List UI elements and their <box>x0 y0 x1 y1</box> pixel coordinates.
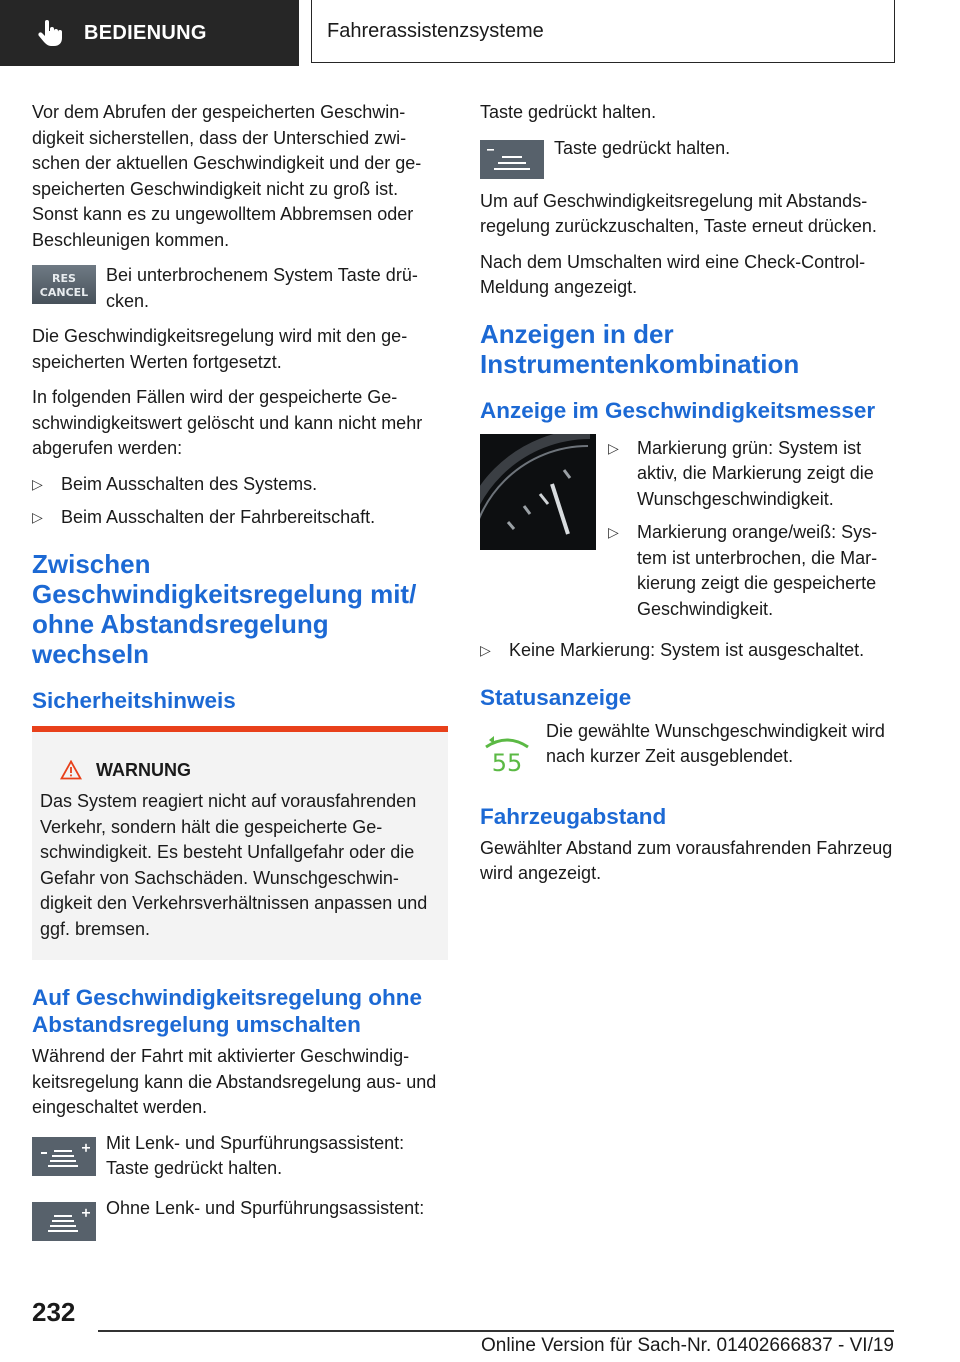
paragraph: Nach dem Umschalten wird eine Check-Control-Meldung angezeigt. <box>480 251 866 297</box>
speedometer-section <box>480 436 898 639</box>
distance-minus-instruction <box>480 136 898 179</box>
distance-minus-button-icon <box>480 140 544 179</box>
list-item: ▷ Beim Ausschalten des Systems. <box>32 472 448 498</box>
footer-text: Online Version für Sach-Nr. 01402666837 - VI/19 <box>481 1335 894 1356</box>
speedometer-bullets <box>608 436 898 631</box>
right-column <box>480 100 898 897</box>
res-cancel-instruction <box>32 263 448 314</box>
bullet-list <box>480 638 898 664</box>
distance-plus-button-icon <box>32 1137 96 1176</box>
res-cancel-button-icon <box>32 265 96 304</box>
triangle-bullet-icon: ▷ <box>32 475 43 492</box>
warning-text: Das System reagiert nicht auf vorausfahrenden Verkehr, sondern hält die gespeicherte Geschwindigkeit. Es besteht Unfallgefahr oder die Gefahr von Sachschäden. Wunschgeschwindigkeit den Verkehrsverhältnissen anpassen und ggf. bremsen. <box>40 791 428 939</box>
status-section <box>480 719 898 777</box>
paragraph: In folgenden Fällen wird der gespeicherte Geschwindigkeitswert gelöscht und kann nicht mehr abgerufen werden: <box>32 387 423 458</box>
instruction-text: Ohne Lenk- und Spurführungsassistent: <box>106 1197 425 1218</box>
heading-safety: Sicherheitshinweis <box>32 687 236 713</box>
paragraph: Während der Fahrt mit aktivierter Geschwindigkeitsregelung kann die Abstandsregelung aus- und eingeschaltet werden. <box>32 1046 437 1117</box>
bullet-list <box>32 472 448 531</box>
warning-label: WARNUNG <box>96 759 191 780</box>
page-number: 232 <box>32 1297 76 1327</box>
paragraph: Gewählter Abstand zum vorausfahrenden Fahrzeug wird angezeigt. <box>480 837 893 883</box>
instruction-text: Bei unterbrochenem System Taste drücken. <box>106 265 418 311</box>
heading-switch-to: Auf Geschwindigkeitsregelung ohne Abstandsregelung umschalten <box>32 985 423 1037</box>
chapter-title-text: Fahrerassistenzsysteme <box>327 19 544 42</box>
paragraph: Vor dem Abrufen der gespeicherten Geschwindigkeit sicherstellen, dass der Unterschied zwischen der aktuellen Geschwindigkeit und der gespeicherten Geschwindigkeit nicht zu groß ist. Sonst kann es zu ungewolltem Abbremsen oder Beschleunigen kommen. <box>32 102 422 250</box>
heading-status: Statusanzeige <box>480 684 632 710</box>
warning-triangle-icon <box>60 760 82 780</box>
svg-text:RES: RES <box>52 272 76 285</box>
instruction-text: Taste gedrückt halten. <box>554 137 731 158</box>
hand-pointer-icon <box>36 18 66 48</box>
svg-text:CANCEL: CANCEL <box>39 286 89 299</box>
speed-status-icon <box>480 723 534 777</box>
triangle-bullet-icon: ▷ <box>608 524 619 540</box>
list-item: ▷ Beim Ausschalten der Fahrbereitschaft. <box>32 505 448 531</box>
paragraph: Taste gedrückt halten. <box>480 102 657 122</box>
paragraph: Die Geschwindigkeitsregelung wird mit den gespeicherten Werten fortgesetzt. <box>32 326 408 372</box>
heading-distance: Fahrzeugabstand <box>480 803 667 829</box>
speedometer-marking-image <box>480 434 596 550</box>
section-title: BEDIENUNG <box>84 21 207 44</box>
warning-box <box>32 726 448 961</box>
section-tab <box>0 0 299 66</box>
list-item: ▷ Markierung grün: System ist aktiv, die Markierung zeigt die Wunschgeschwindigkeit. <box>608 436 898 513</box>
paragraph: Um auf Geschwindigkeitsregelung mit Abstandsregelung zurückzuschalten, Taste erneut drücken. <box>480 190 877 236</box>
triangle-bullet-icon: ▷ <box>608 439 619 456</box>
triangle-bullet-icon: ▷ <box>32 509 43 525</box>
footer-divider <box>98 1330 894 1332</box>
lane-assist-without-instruction <box>32 1196 448 1241</box>
heading-switch: Zwischen Geschwindigkeitsregelung mit/ ohne Abstandsregelung wechseln <box>32 548 417 669</box>
heading-display: Anzeigen in der Instrumentenkombination <box>480 318 800 379</box>
heading-speedometer: Anzeige im Geschwindigkeitsmesser <box>480 397 876 423</box>
status-text: Die gewählte Wunschgeschwindigkeit wird nach kurzer Zeit ausgeblendet. <box>546 720 885 766</box>
instruction-text: Mit Lenk- und Spurführungsassistent: Taste gedrückt halten. <box>106 1132 405 1178</box>
chapter-title <box>311 0 895 63</box>
distance-plus-button-icon <box>32 1202 96 1241</box>
lane-assist-with-instruction <box>32 1131 448 1182</box>
triangle-bullet-icon: ▷ <box>480 642 491 658</box>
left-column <box>32 100 448 1251</box>
svg-text:55: 55 <box>491 748 523 777</box>
list-item: ▷ Markierung orange/weiß: System ist unterbrochen, die Markierung zeigt die gespeicherte Geschwindigkeit. <box>608 520 898 622</box>
list-item: ▷ Keine Markierung: System ist ausgeschaltet. <box>480 638 898 664</box>
